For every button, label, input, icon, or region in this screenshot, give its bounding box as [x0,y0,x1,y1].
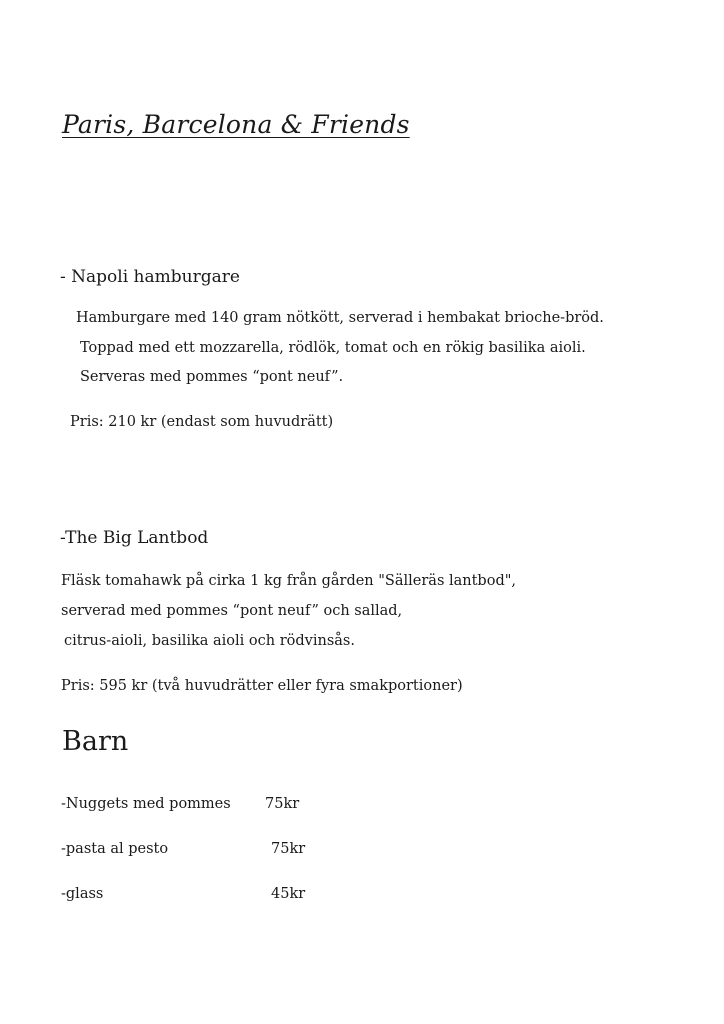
dish-price: Pris: 595 kr (två huvudrätter eller fyra smakportioner) [61,678,463,694]
dish-description-line: serverad med pommes “pont neuf” och sallad, [61,603,403,619]
kids-item-price: 75kr [271,841,306,857]
dish-description-line: Serveras med pommes “pont neuf”. [80,369,344,385]
dish-description-line: Fläsk tomahawk på cirka 1 kg från gården "Sälleräs lantbod", [61,573,517,589]
dish-description-line: citrus-aioli, basilika aioli och rödvinsås. [64,633,355,649]
kids-item-price: 45kr [271,886,306,902]
kids-item-name: -pasta al pesto [61,841,169,857]
dish-description-line: Toppad med ett mozzarella, rödlök, tomat och en rökig basilika aioli. [80,340,586,356]
section-title: Paris, Barcelona & Friends [62,110,410,139]
dish-name-napoli: - Napoli hamburgare [60,267,240,287]
kids-item-price: 75kr [265,796,300,812]
kids-item-name: -Nuggets med pommes [61,796,231,812]
kids-item-name: -glass [61,886,104,902]
dish-name-big-lantbod: -The Big Lantbod [60,528,209,548]
dish-price: Pris: 210 kr (endast som huvudrätt) [70,414,334,430]
kids-heading: Barn [62,726,129,757]
dish-description-line: Hamburgare med 140 gram nötkött, serverad i hembakat brioche-bröd. [76,310,604,326]
